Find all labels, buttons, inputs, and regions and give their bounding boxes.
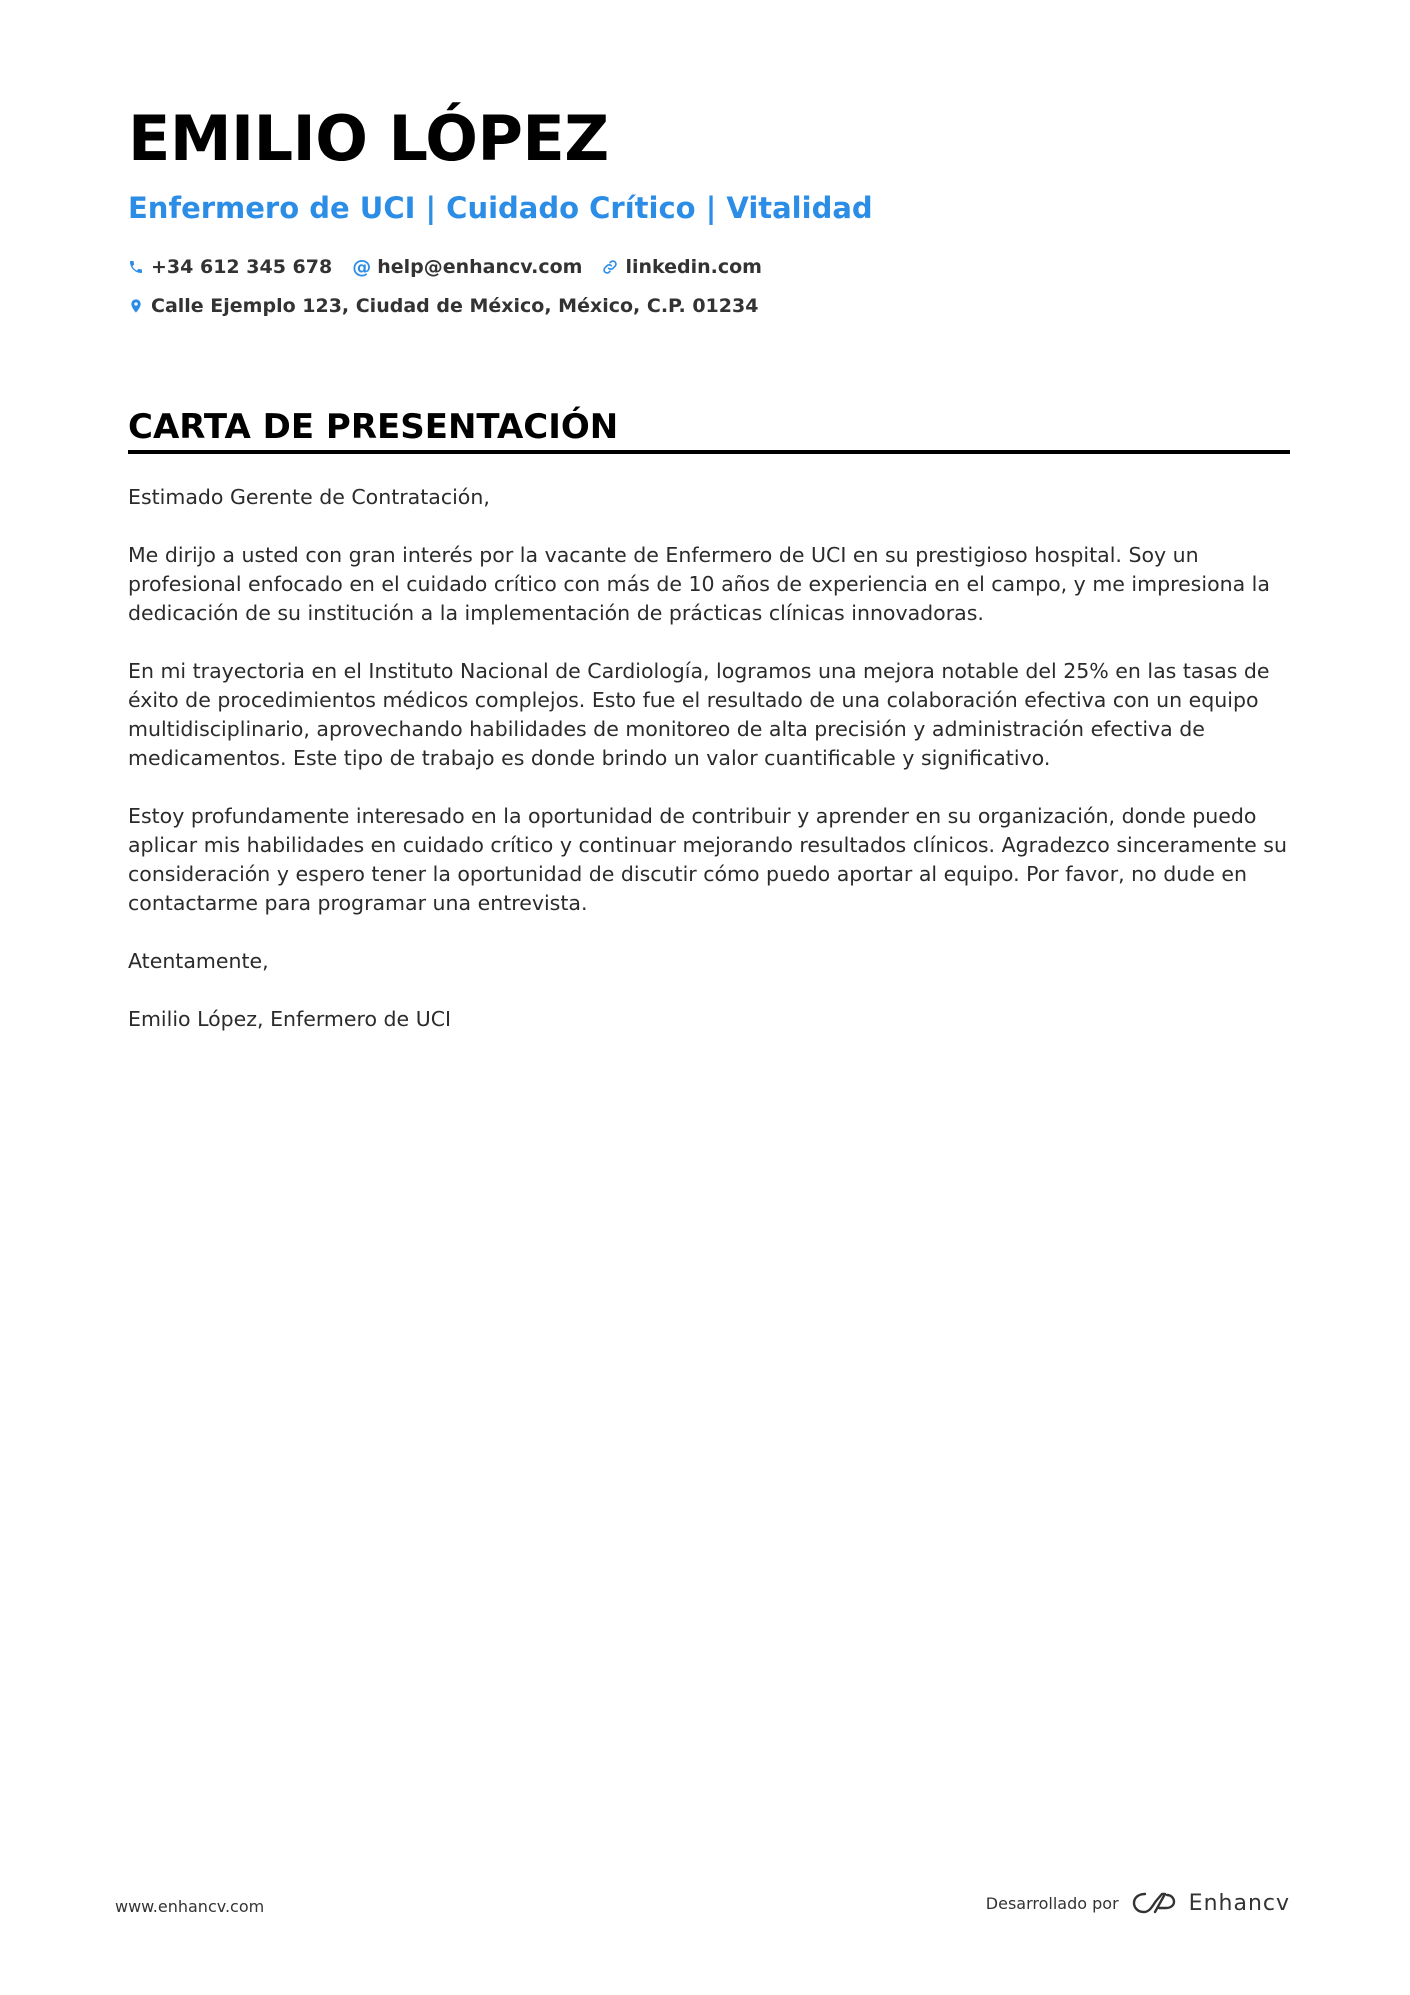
letter-closing: Atentamente, xyxy=(128,949,269,973)
letter-signature: Emilio López, Enfermero de UCI xyxy=(128,1007,452,1031)
letter-paragraph: En mi trayectoria en el Instituto Nacional de Cardiología, logramos una mejora notable del 25% en las tasas de éxito de procedimientos médicos complejos. Esto fue el resultado de una colaboración efectiva con un equipo multidisciplinario, aprovechando habilidades de monitoreo de alta precisión y administración efectiva de medicamentos. Este tipo de trabajo es donde brindo un valor cuantificable y significativo. xyxy=(128,659,1270,770)
letter-paragraph: Me dirijo a usted con gran interés por la vacante de Enfermero de UCI en su prestigioso hospital. Soy un profesional enfocado en el cuidado crítico con más de 10 años de experiencia en el campo, y me impresiona la dedicación de su institución a la implementación de prácticas clínicas innovadoras. xyxy=(128,543,1270,625)
contact-address xyxy=(128,295,758,317)
section-divider xyxy=(128,450,1290,454)
letter-body xyxy=(128,483,1290,1063)
contact-row-primary xyxy=(128,256,782,278)
contact-phone[interactable] xyxy=(128,256,332,278)
section-title: CARTA DE PRESENTACIÓN xyxy=(128,407,619,447)
letter-paragraph: Estoy profundamente interesado en la oportunidad de contribuir y aprender en su organización, donde puedo aplicar mis habilidades en cuidado crítico y continuar mejorando resultados clínicos. Agradezco sinceramente su consideración y espero tener la oportunidad de discutir cómo puedo aportar al equipo. Por favor, no dude en contactarme para programar una entrevista. xyxy=(128,804,1287,915)
candidate-title: Enfermero de UCI | Cuidado Crítico | Vitalidad xyxy=(128,191,873,225)
brand-name: Enhancv xyxy=(1188,1890,1290,1916)
email-text: help@enhancv.com xyxy=(377,256,583,278)
linkedin-text: linkedin.com xyxy=(625,256,762,278)
contact-email[interactable] xyxy=(352,256,582,278)
candidate-name: EMILIO LÓPEZ xyxy=(128,102,609,175)
contact-linkedin[interactable] xyxy=(602,256,762,278)
link-icon xyxy=(602,259,618,275)
contact-row-address xyxy=(128,295,778,317)
enhancv-logo-icon xyxy=(1131,1890,1177,1916)
map-pin-icon xyxy=(128,298,144,314)
footer-branding xyxy=(986,1890,1290,1916)
letter-greeting: Estimado Gerente de Contratación, xyxy=(128,485,490,509)
footer-website[interactable]: www.enhancv.com xyxy=(115,1897,265,1916)
at-icon: @ xyxy=(352,256,372,278)
address-text: Calle Ejemplo 123, Ciudad de México, México, C.P. 01234 xyxy=(151,295,759,317)
phone-text: +34 612 345 678 xyxy=(151,256,333,278)
phone-icon xyxy=(128,259,144,275)
powered-by-label: Desarrollado por xyxy=(985,1893,1119,1913)
